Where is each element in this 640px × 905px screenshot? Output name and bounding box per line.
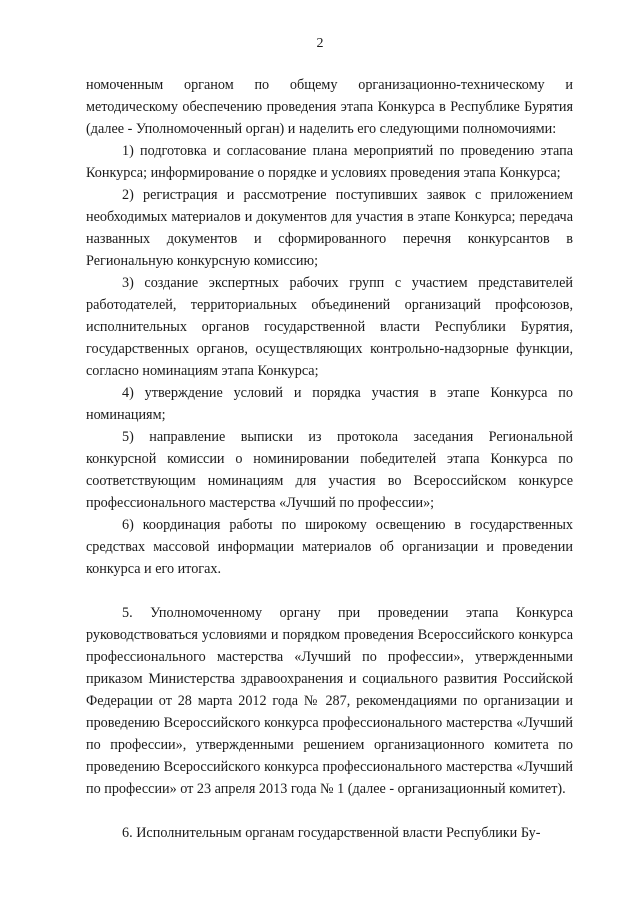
list-item-3: 3) создание экспертных рабочих групп с участием представителей работодателей, территориальных объединений организаций профсоюзов, исполнительных органов государственной власти Республики Бурятия, государственных органов, осуществляющих контрольно-надзорные функции, согласно номинациям этапа Конкурса; [86, 275, 573, 379]
list-item-6: 6) координация работы по широкому освещению в государственных средствах массовой информации материалов об организации и проведении конкурса и его итогах. [86, 517, 573, 577]
clause-5: 5. Уполномоченному органу при проведении этапа Конкурса руководствоваться условиями и порядком проведения Всероссийского конкурса профессионального мастерства «Лучший по профессии», утвержденными приказом Министерства здравоохранения и социального развития Российской Федерации от 28 марта 2012 года № 287, рекомендациями по организации и проведению Всероссийского конкурса профессионального мастерства «Лучший по профессии», утвержденными решением организационного комитета по проведению Всероссийского конкурса профессионального мастерства «Лучший по профессии» от 23 апреля 2013 года № 1 (далее - организационный комитет). [86, 605, 573, 797]
page-number: 2 [316, 36, 324, 51]
list-item-5: 5) направление выписки из протокола заседания Региональной конкурсной комиссии о номинировании победителей этапа Конкурса по соответствующим номинациям для участия во Всероссийском конкурсе профессионального мастерства «Лучший по профессии»; [86, 429, 573, 511]
paragraph-continuation: номоченным органом по общему организационно-техническому и методическому обеспечению проведения этапа Конкурса в Республике Бурятия (далее - Уполномоченный орган) и наделить его следующими полномочиями: [86, 77, 573, 137]
list-item-2: 2) регистрация и рассмотрение поступивших заявок с приложением необходимых материалов и документов для участия в этапе Конкурса; передача названных документов и сформированного перечня конкурсантов в Региональную конкурсную комиссию; [86, 187, 573, 269]
paragraph-spacer [86, 800, 573, 822]
list-item-4: 4) утверждение условий и порядка участия в этапе Конкурса по номинациям; [86, 385, 573, 423]
clause-6: 6. Исполнительным органам государственной власти Республики Бу- [122, 825, 541, 841]
document-body [86, 74, 573, 844]
list-item-1: 1) подготовка и согласование плана мероприятий по проведению этапа Конкурса; информирование о порядке и условиях проведения этапа Конкурса; [86, 143, 573, 181]
paragraph-spacer [86, 580, 573, 602]
